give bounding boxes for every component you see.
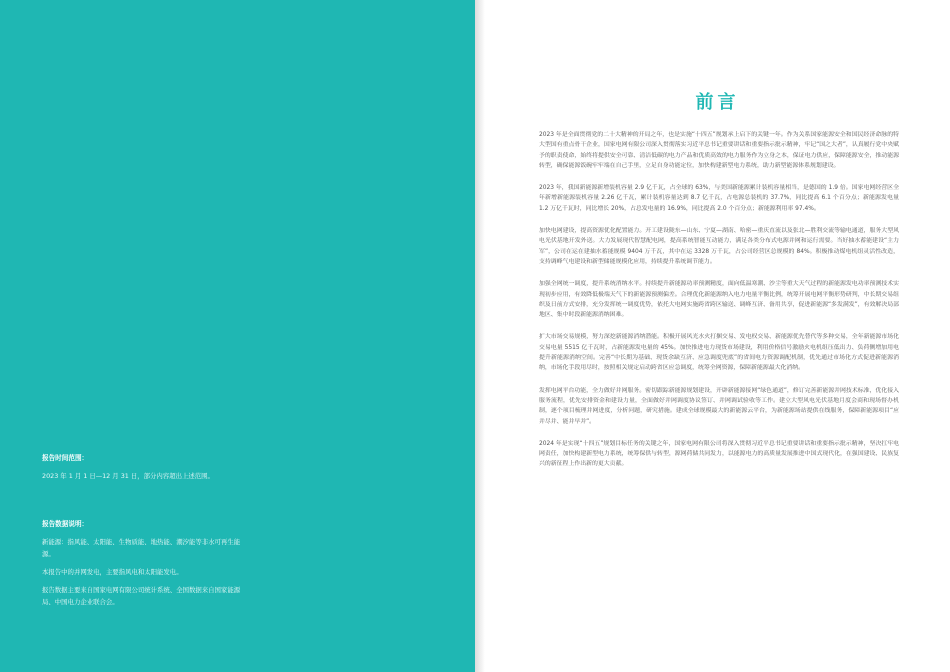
foreword-paragraph: 2024 年是实现“十四五”规划目标任务的关键之年，国家电网有限公司将深入贯彻习近平总书记重要讲话和重要指示批示精神，坚决扛牢电网责任，加快构建新型电力系统，统筹保供与转型，源网荷储共同发力，以能源电力的高质量发展推进中国式现代化，在强国建设、民族复兴的新征程上作出新的更大贡献。	[539, 440, 899, 468]
report-period-text: 2023 年 1 月 1 日—12 月 31 日，部分内容超出上述范围。	[42, 472, 214, 480]
report-data-item: 报告数据主要来自国家电网有限公司统计系统、全国数据来自国家能源局、中国电力企业联合会。	[42, 586, 241, 606]
report-data-item: 本报告中的并网发电，主要指风电和太阳能发电。	[42, 568, 183, 576]
page-gutter	[475, 0, 485, 672]
foreword-paragraph: 2023 年，我国新能源新增装机容量 2.9 亿千瓦，占全球的 63%，与美国新能源累计装机容量相当，是德国的 1.9 倍。国家电网经营区全年新增新能源装机容量 2.26 亿千瓦，累计装机容量达到 8.7 亿千瓦，占电源总装机的 37.7%，同比提高 6.1 个百分点；新能源发电量 1.2 万亿千瓦时，同比增长 20%，占总发电量的 16.9%，同比提高 2.0 个百分点；新能源利用率 97.4%。	[539, 185, 899, 212]
report-period-section	[42, 452, 242, 488]
foreword-paragraph: 扩大市场交易规模，努力深挖新能源消纳潜能。积极开展风光水火打捆交易、发电权交易、新能源优先替代等多种交易，全年新能源市场化交易电量 5515 亿千瓦时，占新能源发电量的 45%。加快推进电力现货市场建设，利用价格信号激励火电机组压低出力、负荷侧增加用电提升新能源消纳空间。完善“中长期为基础、现货余缺互济、应急调度兜底”的省间电力资源调配机制，优先通过市场化方式促进新能源消纳，市场化手段用尽时，按照相关规定启动跨省区应急调度，统筹全网资源，保障新能源最大化消纳。	[539, 334, 899, 372]
foreword-paragraph: 加强全网统一调度，提升系统消纳水平。持续提升新能源功率预测精度，面向低温寒潮、沙尘等重大天气过程的新能源发电功率预测技术实现初步应用，有效降低极端天气下的新能源预测偏差。合理优化新能源纳入电力电量平衡比例，统筹开展电网平衡形势研判，中长期交易组织及日前方式安排，充分发挥统一调度优势，依托大电网实施跨省跨区输送、调峰互济、备用共享，促进新能源“多发满发”，有效解决局部地区、集中时段新能源消纳困难。	[539, 281, 899, 319]
foreword-paragraph: 2023 年是全面贯彻党的二十大精神的开局之年，也是实施“十四五”规划承上启下的关键一年。作为关系国家能源安全和国民经济命脉的特大型国有重点骨干企业，国家电网有限公司深入贯彻落实习近平总书记重要讲话和重要指示批示精神，牢记“国之大者”，认真履行党中央赋予的职责使命，始终将提供安全可靠、清洁低碳的电力产品和优质高效的电力服务作为立身之本，保证电力供应，保障能源安全，推动能源转型，确保能源饭碗牢牢端在自己手里，立足自身功能定位，加快构建新型电力系统，助力新型能源体系规划建设。	[539, 132, 899, 169]
report-data-heading: 报告数据说明：	[42, 520, 89, 528]
report-data-section	[42, 518, 242, 614]
foreword-body	[539, 130, 899, 482]
foreword-paragraph: 发挥电网平台功能，全力做好并网服务。密切跟踪新能源规划建设，开辟新能源接网“绿色通道”，修订完善新能源并网技术标准，优化接入服务流程，优先安排资金和建设力量，全面做好并网调度协议签订、并网调试验收等工作。建立大型风电光伏基地月度会商和现场督办机制，逐个项目梳理并网进度，分析问题，研究措施。建成全球规模最大的新能源云平台，为新能源场站提供在线服务，保障新能源项目“应并尽并、能并早并”。	[539, 387, 899, 425]
foreword-title: 前言	[695, 92, 740, 113]
right-page-foreword	[485, 0, 950, 672]
report-period-heading: 报告时间范围：	[42, 454, 89, 462]
report-data-item: 新能源：指风能、太阳能、生物质能、地热能、潮汐能等非水可再生能源。	[42, 538, 241, 558]
foreword-paragraph: 加快电网建设，提高资源优化配置能力。开工建设陇东—山东、宁夏—湖南、哈密—重庆直流以及张北—胜利交流等输电通道，服务大型风电光伏基地开发外送。大力发展现代智慧配电网，提高系统智能互动能力，满足各类分布式电源并网和运行需要。当好抽水蓄能建设“主力军”，公司在运在建抽水蓄能规模 9404 万千瓦，其中在运 3328 万千瓦，占公司经营区总规模的 84%。积极推动煤电机组灵活性改造，支持调峰气电建设和新型储能规模化应用，持续提升系统调节能力。	[539, 228, 899, 265]
